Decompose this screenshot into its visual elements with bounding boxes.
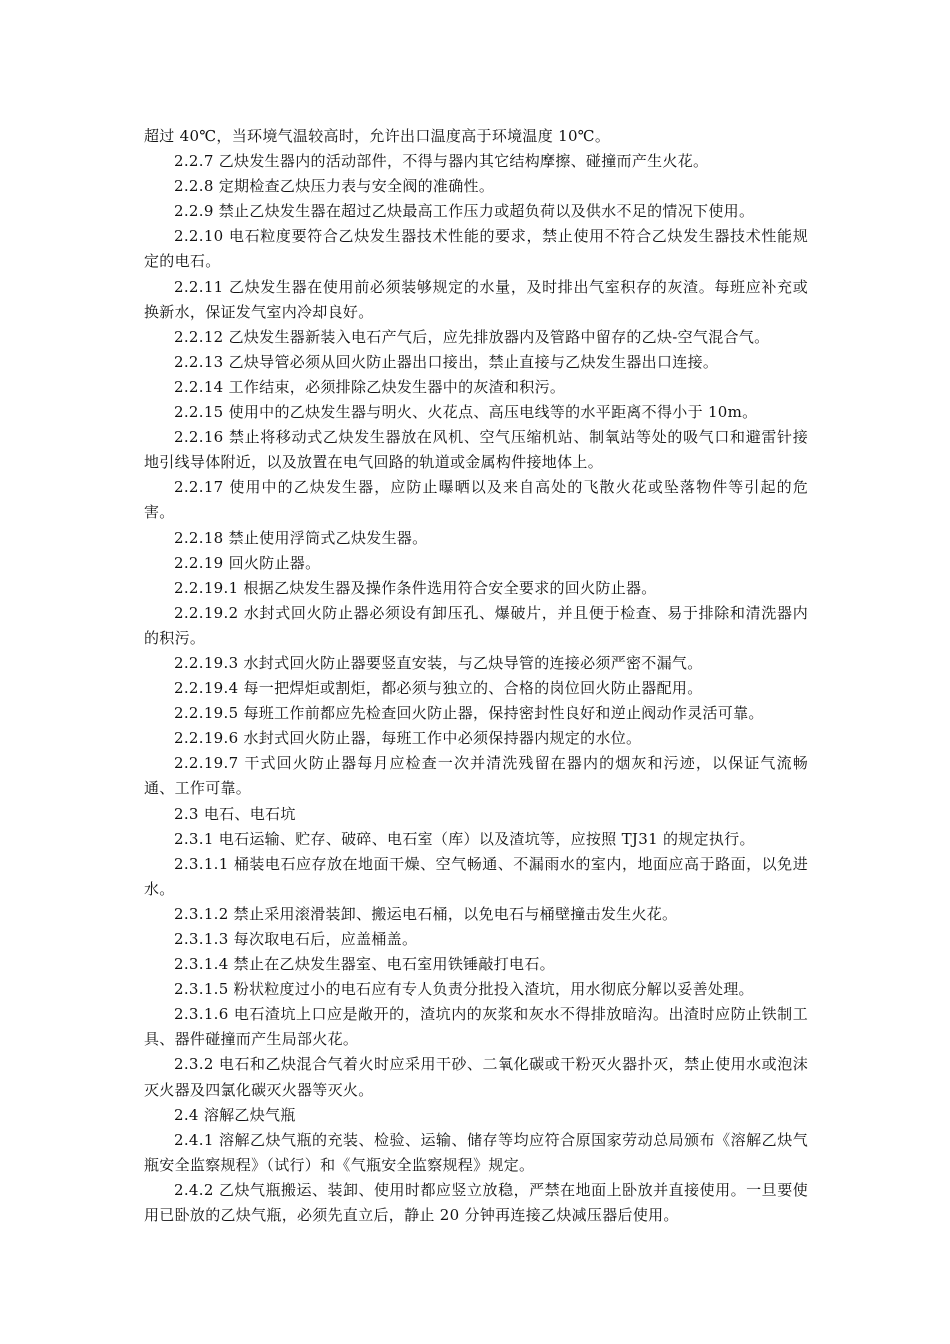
paragraph: 2.2.14 工作结束，必须排除乙炔发生器中的灰渣和积污。 <box>174 377 566 396</box>
paragraph: 2.3.1.4 禁止在乙炔发生器室、电石室用铁锤敲打电石。 <box>174 955 555 974</box>
paragraph: 2.3.1.3 每次取电石后，应盖桶盖。 <box>174 930 418 948</box>
paragraph: 2.4.1 溶解乙炔气瓶的充装、检验、运输、储存等均应符合原国家劳动总局颁布《溶解乙炔气瓶安全监察规程》（试行）和《气瓶安全监察规程》规定。 <box>144 1130 808 1174</box>
paragraph: 2.4 溶解乙炔气瓶 <box>174 1105 296 1124</box>
paragraph: 2.3.1.6 电石渣坑上口应是敞开的，渣坑内的灰浆和灰水不得排放暗沟。出渣时应防止铁制工具、器件碰撞而产生局部火花。 <box>144 1005 808 1049</box>
paragraph: 2.2.19.6 水封式回火防止器，每班工作中必须保持器内规定的水位。 <box>174 729 642 748</box>
paragraph: 2.2.18 禁止使用浮筒式乙炔发生器。 <box>174 528 428 547</box>
paragraph: 2.3 电石、电石坑 <box>174 804 296 823</box>
paragraph: 2.2.19.3 水封式回火防止器要竖直安装，与乙炔导管的连接必须严密不漏气。 <box>174 653 703 672</box>
paragraph: 2.2.19.4 每一把焊炬或割炬，都必须与独立的、合格的岗位回火防止器配用。 <box>174 679 703 698</box>
paragraph: 2.2.19.1 根据乙炔发生器及操作条件选用符合安全要求的回火防止器。 <box>174 578 657 597</box>
paragraph: 2.2.19.2 水封式回火防止器必须设有卸压孔、爆破片，并且便于检查、易于排除和清洗器内的积污。 <box>144 603 808 647</box>
paragraph: 2.2.16 禁止将移动式乙炔发生器放在风机、空气压缩机站、制氧站等处的吸气口和避雷针接地引线导体附近，以及放置在电气回路的轨道或金属构件接地体上。 <box>144 428 808 472</box>
paragraph: 2.2.12 乙炔发生器新装入电石产气后，应先排放器内及管路中留存的乙炔-空气混合气。 <box>174 327 770 346</box>
paragraph: 2.3.1.5 粉状粒度过小的电石应有专人负责分批投入渣坑，用水彻底分解以妥善处理。 <box>174 980 754 999</box>
paragraph: 2.2.15 使用中的乙炔发生器与明火、火花点、高压电线等的水平距离不得小于 10m。 <box>174 403 758 422</box>
paragraph: 2.4.2 乙炔气瓶搬运、装卸、使用时都应竖立放稳，严禁在地面上卧放并直接使用。一旦要使用已卧放的乙炔气瓶，必须先直立后，静止 20 分钟再连接乙炔减压器后使用。 <box>144 1180 808 1225</box>
document-body <box>144 124 808 1228</box>
paragraph: 2.3.1.1 桶装电石应存放在地面干燥、空气畅通、不漏雨水的室内，地面应高于路面，以免进水。 <box>144 854 808 898</box>
paragraph: 超过 40℃，当环境气温较高时，允许出口温度高于环境温度 10℃。 <box>144 127 611 145</box>
paragraph: 2.2.8 定期检查乙炔压力表与安全阀的准确性。 <box>174 177 495 196</box>
paragraph: 2.2.10 电石粒度要符合乙炔发生器技术性能的要求，禁止使用不符合乙炔发生器技术性能规定的电石。 <box>144 227 808 271</box>
paragraph: 2.2.9 禁止乙炔发生器在超过乙炔最高工作压力或超负荷以及供水不足的情况下使用。 <box>174 202 755 221</box>
paragraph: 2.2.19.7 干式回火防止器每月应检查一次并清洗残留在器内的烟灰和污迹，以保证气流畅通、工作可靠。 <box>144 754 808 798</box>
paragraph: 2.2.19 回火防止器。 <box>174 553 321 572</box>
paragraph: 2.2.7 乙炔发生器内的活动部件，不得与器内其它结构摩擦、碰撞而产生火花。 <box>174 152 709 171</box>
paragraph: 2.3.1.2 禁止采用滚滑装卸、搬运电石桶，以免电石与桶壁撞击发生火花。 <box>174 904 678 923</box>
paragraph: 2.2.13 乙炔导管必须从回火防止器出口接出，禁止直接与乙炔发生器出口连接。 <box>174 352 719 371</box>
paragraph: 2.2.19.5 每班工作前都应先检查回火防止器，保持密封性良好和逆止阀动作灵活可靠。 <box>174 704 764 723</box>
paragraph: 2.2.17 使用中的乙炔发生器，应防止曝晒以及来自高处的飞散火花或坠落物件等引起的危害。 <box>144 478 808 522</box>
paragraph: 2.3.2 电石和乙炔混合气着火时应采用干砂、二氧化碳或干粉灭火器扑灭，禁止使用水或泡沫灭火器及四氯化碳灭火器等灭火。 <box>144 1055 808 1099</box>
paragraph: 2.2.11 乙炔发生器在使用前必须装够规定的水量，及时排出气室积存的灰渣。每班应补充或换新水，保证发气室内冷却良好。 <box>144 277 808 321</box>
paragraph: 2.3.1 电石运输、贮存、破碎、电石室（库）以及渣坑等，应按照 TJ31 的规定执行。 <box>174 829 755 848</box>
